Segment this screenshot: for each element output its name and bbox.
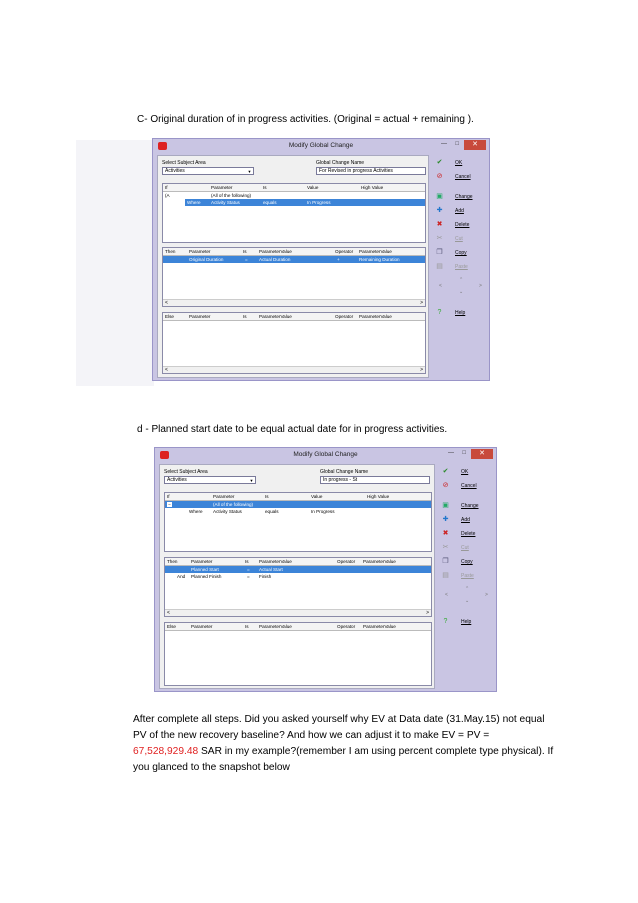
- then-grid-header: [165, 558, 431, 566]
- cell: In Progress: [307, 200, 331, 205]
- help-icon: ?: [437, 309, 442, 316]
- move-up-icon[interactable]: ⌃: [459, 277, 464, 283]
- copy-label: Copy: [461, 559, 473, 565]
- if-grid[interactable]: [164, 492, 432, 552]
- table-row[interactable]: [163, 192, 425, 199]
- col-if: If: [167, 494, 170, 499]
- scroll-left-icon[interactable]: <: [167, 610, 170, 616]
- col-is: Is: [263, 185, 267, 190]
- amount-value: 67,528,929.48: [133, 746, 199, 757]
- col-is: Is: [245, 559, 249, 564]
- col-operator: Operator: [337, 559, 356, 564]
- col-parameter: Parameter: [191, 624, 213, 629]
- cell: Planned Finish: [191, 574, 222, 579]
- cell: Actual Duration: [259, 257, 291, 262]
- help-button[interactable]: [439, 616, 497, 628]
- table-row-selected[interactable]: [165, 501, 431, 508]
- maximize-icon[interactable]: □: [462, 450, 466, 456]
- cell: Activity Status: [213, 509, 242, 514]
- subject-area-label: Select Subject Area: [164, 469, 208, 475]
- copy-button[interactable]: [433, 247, 491, 259]
- add-button[interactable]: [433, 205, 491, 217]
- cell: Where: [189, 509, 203, 514]
- help-icon: ?: [443, 618, 448, 625]
- col-parametervalue-2: ParameterValue: [359, 249, 392, 254]
- col-parametervalue: ParameterValue: [259, 314, 292, 319]
- col-high-value: High Value: [367, 494, 390, 499]
- cell: And: [177, 574, 186, 579]
- caption-c: C- Original duration of in progress activities. (Original = actual + remaining ).: [137, 114, 474, 125]
- paste-button[interactable]: [439, 570, 497, 582]
- col-then: Then: [167, 559, 178, 564]
- cell: +: [337, 257, 340, 262]
- col-then: Then: [165, 249, 176, 254]
- if-grid-header: [165, 493, 431, 501]
- help-label: Help: [461, 619, 472, 625]
- table-row-selected[interactable]: [185, 199, 425, 206]
- gc-name-input[interactable]: For Revised in progress Activities: [316, 167, 426, 175]
- ok-label: OK: [461, 469, 469, 475]
- col-operator: Operator: [335, 249, 354, 254]
- horizontal-scrollbar[interactable]: [163, 366, 425, 373]
- change-icon: ▣: [436, 193, 443, 200]
- close-icon[interactable]: ✕: [464, 140, 486, 150]
- col-parametervalue-2: ParameterValue: [363, 624, 396, 629]
- subject-area-select[interactable]: [164, 476, 256, 484]
- ok-button[interactable]: [433, 157, 491, 169]
- ok-label: OK: [455, 160, 463, 166]
- modify-global-change-dialog-2: [154, 447, 497, 692]
- subject-area-label: Select Subject Area: [162, 160, 206, 166]
- scroll-right-icon[interactable]: >: [420, 300, 423, 306]
- cell: Original Duration: [189, 257, 224, 262]
- paste-button[interactable]: [433, 261, 491, 273]
- chevron-down-icon[interactable]: ▼: [247, 169, 252, 174]
- side-button-panel: [433, 157, 491, 377]
- col-high-value: High Value: [361, 185, 384, 190]
- help-label: Help: [455, 310, 466, 316]
- dialog-body: [159, 464, 435, 689]
- collapse-icon[interactable]: −: [168, 502, 171, 507]
- col-if: If: [165, 185, 168, 190]
- move-left-icon[interactable]: <: [445, 592, 448, 598]
- minimize-icon[interactable]: —: [441, 141, 447, 147]
- then-grid[interactable]: [164, 557, 432, 617]
- cell: Actual Start: [259, 567, 283, 572]
- change-button[interactable]: [433, 191, 491, 203]
- cell: equals: [263, 200, 277, 205]
- delete-label: Delete: [461, 531, 476, 537]
- dialog-titlebar: [153, 139, 489, 154]
- add-button[interactable]: [439, 514, 497, 526]
- table-row-selected[interactable]: [163, 256, 425, 263]
- paste-icon: ▤: [436, 263, 443, 270]
- if-grid-header: [163, 184, 425, 192]
- cut-label: Cut: [461, 545, 469, 551]
- cell: equals: [265, 509, 279, 514]
- else-grid-header: [165, 623, 431, 631]
- move-right-icon[interactable]: >: [479, 283, 482, 289]
- paragraph-line-3: [133, 744, 603, 760]
- delete-icon: ✖: [436, 221, 443, 228]
- gc-name-label: Global Change Name: [316, 160, 365, 166]
- scroll-right-icon[interactable]: >: [420, 367, 423, 373]
- subject-area-value: Activities: [165, 168, 185, 174]
- change-label: Change: [461, 503, 479, 509]
- cell: Finish: [259, 574, 272, 579]
- cell: (A: [165, 193, 170, 198]
- col-value: Value: [307, 185, 319, 190]
- cell: Activity Status: [211, 200, 240, 205]
- col-is: Is: [265, 494, 269, 499]
- col-operator: Operator: [337, 624, 356, 629]
- cell: Planned Start: [191, 567, 219, 572]
- change-icon: ▣: [442, 502, 449, 509]
- scissors-icon: ✂: [436, 235, 443, 242]
- else-grid[interactable]: [164, 622, 432, 686]
- scroll-right-icon[interactable]: >: [426, 610, 429, 616]
- check-icon: ✔: [442, 468, 449, 475]
- move-right-icon[interactable]: >: [485, 592, 488, 598]
- paragraph-line-1: After complete all steps. Did you asked yourself why EV at Data date (31.May.15) not equal: [133, 714, 545, 725]
- copy-button[interactable]: [439, 556, 497, 568]
- cancel-label: Cancel: [461, 483, 477, 489]
- copy-label: Copy: [455, 250, 467, 256]
- gc-name-label: Global Change Name: [320, 469, 369, 475]
- move-down-icon[interactable]: ⌄: [465, 598, 470, 604]
- then-grid-header: [163, 248, 425, 256]
- caption-d: d - Planned start date to be equal actual date for in progress activities.: [137, 424, 448, 435]
- cut-button[interactable]: [433, 233, 491, 245]
- else-grid[interactable]: [162, 312, 426, 374]
- check-icon: ✔: [436, 159, 443, 166]
- paste-icon: ▤: [442, 572, 449, 579]
- cancel-button[interactable]: [439, 480, 497, 492]
- dialog-body: [157, 155, 429, 378]
- scroll-left-icon[interactable]: <: [165, 300, 168, 306]
- col-parameter: Parameter: [189, 249, 211, 254]
- delete-button[interactable]: [439, 528, 497, 540]
- col-parameter: Parameter: [213, 494, 235, 499]
- cut-button[interactable]: [439, 542, 497, 554]
- col-parametervalue-2: ParameterValue: [363, 559, 396, 564]
- add-label: Add: [455, 208, 464, 214]
- cancel-label: Cancel: [455, 174, 471, 180]
- maximize-icon[interactable]: □: [455, 141, 459, 147]
- col-parameter: Parameter: [189, 314, 211, 319]
- gc-name-input[interactable]: In progress - St: [320, 476, 430, 484]
- subject-area-select[interactable]: [162, 167, 254, 175]
- help-button[interactable]: [433, 307, 491, 319]
- scroll-left-icon[interactable]: <: [165, 367, 168, 373]
- paragraph-line-4: you glanced to the snapshot below: [133, 762, 290, 773]
- if-grid[interactable]: [162, 183, 426, 243]
- col-is: Is: [243, 314, 247, 319]
- cancel-icon: ⊘: [442, 482, 449, 489]
- move-down-icon[interactable]: ⌄: [459, 289, 464, 295]
- cancel-button[interactable]: [433, 171, 491, 183]
- col-is: Is: [245, 624, 249, 629]
- cell: In Progress: [311, 509, 335, 514]
- horizontal-scrollbar[interactable]: [165, 609, 431, 616]
- cell: (All of the following): [213, 502, 254, 507]
- paste-label: Paste: [455, 264, 468, 270]
- cell: =: [245, 257, 248, 262]
- cell: =: [247, 574, 250, 579]
- body-paragraph: [133, 712, 603, 776]
- col-parametervalue: ParameterValue: [259, 624, 292, 629]
- col-parameter: Parameter: [211, 185, 233, 190]
- else-grid-header: [163, 313, 425, 321]
- col-is: Is: [243, 249, 247, 254]
- paste-label: Paste: [461, 573, 474, 579]
- then-grid[interactable]: [162, 247, 426, 307]
- cell: Where: [187, 200, 201, 205]
- paragraph-line-3-rest: SAR in my example?(remember I am using percent complete type physical). If: [198, 746, 554, 757]
- cell: Remaining Duration: [359, 257, 400, 262]
- close-icon[interactable]: ✕: [471, 449, 493, 459]
- table-row-selected[interactable]: [165, 566, 431, 573]
- col-else: Else: [165, 314, 174, 319]
- paragraph-line-2: PV of the new recovery baseline? And how we can adjust it to make EV = PV =: [133, 730, 490, 741]
- move-up-icon[interactable]: ⌃: [465, 586, 470, 592]
- move-left-icon[interactable]: <: [439, 283, 442, 289]
- cancel-icon: ⊘: [436, 173, 443, 180]
- horizontal-scrollbar[interactable]: [163, 299, 425, 306]
- subject-area-value: Activities: [167, 477, 187, 483]
- change-button[interactable]: [439, 500, 497, 512]
- minimize-icon[interactable]: —: [448, 450, 454, 456]
- col-parametervalue-2: ParameterValue: [359, 314, 392, 319]
- cell: (All of the following): [211, 193, 252, 198]
- delete-icon: ✖: [442, 530, 449, 537]
- side-button-panel: [439, 466, 497, 688]
- screenshot-background: [76, 140, 154, 386]
- add-label: Add: [461, 517, 470, 523]
- col-parameter: Parameter: [191, 559, 213, 564]
- cell: =: [247, 567, 250, 572]
- add-icon: ✚: [442, 516, 449, 523]
- table-row[interactable]: [165, 573, 431, 580]
- dialog-title: Modify Global Change: [288, 142, 354, 149]
- scissors-icon: ✂: [442, 544, 449, 551]
- copy-icon: ❐: [442, 558, 449, 565]
- delete-button[interactable]: [433, 219, 491, 231]
- change-label: Change: [455, 194, 473, 200]
- copy-icon: ❐: [436, 249, 443, 256]
- dialog-title: Modify Global Change: [293, 451, 358, 458]
- add-icon: ✚: [436, 207, 443, 214]
- delete-label: Delete: [455, 222, 470, 228]
- cut-label: Cut: [455, 236, 463, 242]
- col-value: Value: [311, 494, 323, 499]
- ok-button[interactable]: [439, 466, 497, 478]
- col-parametervalue: ParameterValue: [259, 249, 292, 254]
- col-operator: Operator: [335, 314, 354, 319]
- col-parametervalue: ParameterValue: [259, 559, 292, 564]
- dialog-titlebar: [155, 448, 496, 463]
- modify-global-change-dialog-1: [152, 138, 490, 381]
- col-else: Else: [167, 624, 176, 629]
- chevron-down-icon[interactable]: ▼: [249, 478, 254, 483]
- table-row[interactable]: [165, 508, 431, 515]
